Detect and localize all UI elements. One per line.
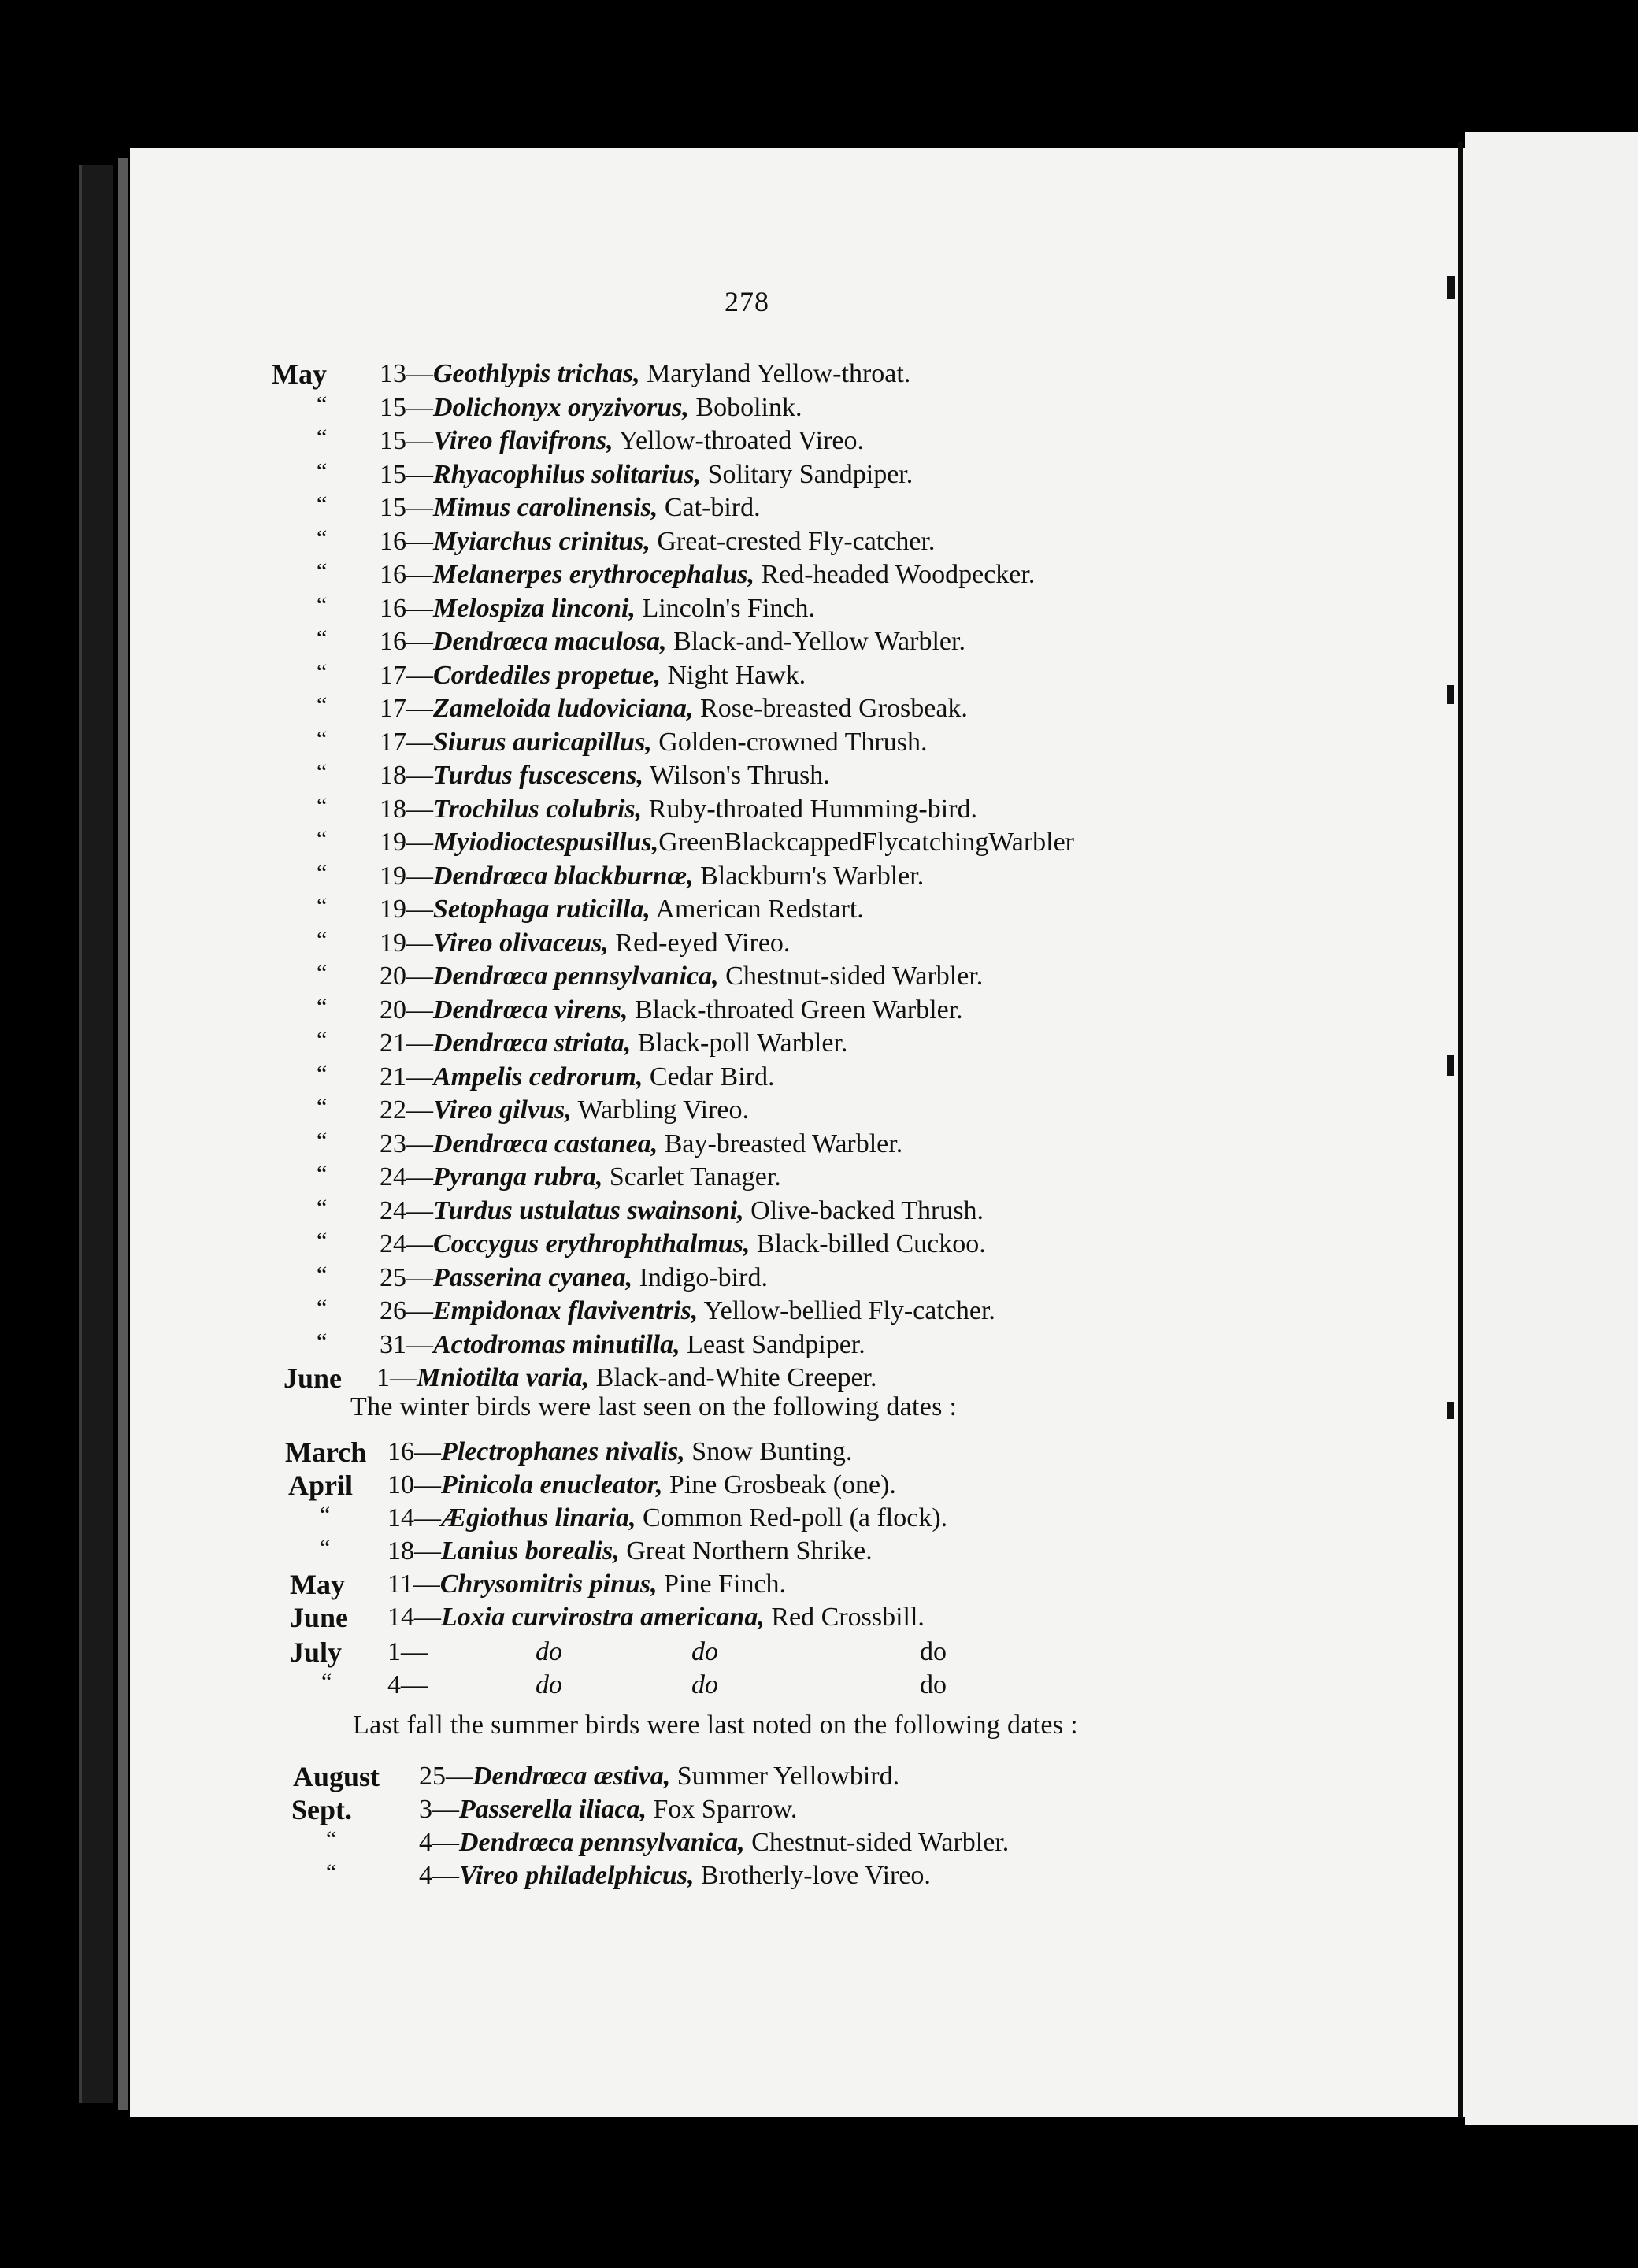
ditto-mark: “ [317,994,328,1020]
entry-text [387,1469,896,1501]
ditto-mark: “ [317,625,328,651]
day-number: 15— [380,393,433,422]
entry-text [380,1195,984,1227]
entry-text [380,626,965,658]
scan-artifact [1447,1402,1454,1419]
common-name: Fox Sparrow. [646,1795,798,1824]
common-name: Rose-breasted Grosbeak. [693,694,968,723]
scientific-name: Cordediles propetue, [433,661,661,690]
ditto-mark: “ [317,726,328,752]
entry-text [419,1761,899,1792]
spring-row [0,1195,1638,1227]
spring-row [0,1362,1638,1394]
fall-row [0,1827,1638,1858]
day-number: 16— [380,627,433,656]
day-number: 23— [380,1129,433,1158]
ditto-mark: “ [317,1094,328,1120]
spring-row [0,392,1638,424]
day-number: 17— [380,661,433,690]
entry-text [387,1602,925,1633]
scientific-name: Dendrœca æstiva, [472,1762,671,1791]
spring-row [0,1095,1638,1126]
ditto-do: do [536,1670,562,1699]
month-label: June [290,1602,349,1633]
scientific-name: Ampelis cedrorum, [433,1062,643,1091]
ditto-mark: “ [317,793,328,819]
scientific-name: Chrysomitris pinus, [439,1569,658,1599]
scientific-name: Pinicola enucleator, [441,1470,663,1499]
month-label: August [293,1761,380,1792]
scientific-name: Empidonax flaviventris, [433,1296,699,1325]
common-name: Bay-breasted Warbler. [658,1129,903,1158]
ditto-row [0,1636,1638,1668]
common-name: Black-throated Green Warbler. [628,995,963,1025]
scientific-name: Passerella iliaca, [459,1795,647,1824]
spring-row [0,1162,1638,1193]
spring-row [0,1062,1638,1093]
entry-text [380,1262,768,1294]
day-number: 15— [380,493,433,522]
common-name: Warbling Vireo. [571,1095,750,1125]
day-number: 10— [387,1470,441,1499]
common-name: Lincoln's Finch. [635,594,815,623]
day-number: 1— [387,1637,428,1666]
month-label: May [272,358,327,390]
scientific-name: Ægiothus linaria, [441,1503,636,1532]
page-number: 278 [724,286,769,317]
entry-text [380,995,963,1026]
month-label: July [290,1636,343,1668]
day-number: 16— [380,560,433,589]
scientific-name: Passerina cyanea, [433,1263,633,1292]
spring-row [0,928,1638,959]
day-number: 24— [380,1162,433,1191]
scan-artifact [1447,276,1455,299]
fall-row [0,1860,1638,1892]
entry-text [380,1062,774,1093]
common-name: Pine Finch. [657,1569,787,1599]
day-number: 16— [380,594,433,623]
spring-row [0,626,1638,658]
common-name: Maryland Yellow-throat. [639,359,911,388]
scientific-name: Mniotilta varia, [417,1363,590,1392]
day-number: 17— [380,694,433,723]
ditto-mark: “ [326,1826,337,1852]
common-name: Wilson's Thrush. [643,761,830,790]
spring-row [0,1128,1638,1160]
entry-text [380,928,790,959]
entry-text [387,1536,873,1567]
scientific-name: Mimus carolinensis, [433,493,658,522]
day-number: 18— [380,795,433,824]
common-name: Snow Bunting. [684,1437,853,1466]
ditto-mark: “ [317,1329,328,1354]
entry-text [380,559,1035,591]
spring-row [0,1295,1638,1327]
common-name: Cedar Bird. [643,1062,775,1091]
day-number: 1— [376,1363,417,1392]
month-label: June [284,1362,343,1394]
common-name: Black-and-Yellow Warbler. [666,627,965,656]
entry-text [376,1362,876,1394]
day-number: 31— [380,1330,433,1359]
spring-row [0,559,1638,591]
common-name: American Redstart. [650,895,864,924]
common-name: Common Red-poll (a flock). [636,1503,948,1532]
winter-row [0,1569,1638,1600]
scientific-name: Myiarchus crinitus, [433,527,650,556]
scientific-name: Trochilus colubris, [433,795,643,824]
winter-row [0,1536,1638,1567]
common-name: Least Sandpiper. [680,1330,865,1359]
common-name: Cat-bird. [658,493,761,522]
day-number: 26— [380,1296,433,1325]
spring-row [0,827,1638,858]
day-number: 15— [380,460,433,489]
spring-row [0,894,1638,925]
scan-artifact [1447,1055,1454,1076]
ditto-mark: “ [320,1502,331,1528]
day-number: 24— [380,1229,433,1258]
day-number: 4— [419,1861,459,1890]
day-number: 16— [387,1437,441,1466]
spring-row [0,1028,1638,1059]
ditto-mark: “ [317,1161,328,1187]
spring-row [0,526,1638,558]
scientific-name: Dendrœca maculosa, [433,627,667,656]
common-name: Red-eyed Vireo. [608,928,791,958]
common-name: Yellow-bellied Fly-catcher. [698,1296,995,1325]
ditto-mark: “ [317,424,328,450]
spring-row [0,660,1638,691]
entry-text [380,1028,847,1059]
entry-text [380,1128,902,1160]
ditto-mark: “ [317,592,328,618]
day-number: 4— [419,1828,459,1857]
common-name: Yellow-throated Vireo. [613,426,864,455]
entry-text [380,693,968,724]
scientific-name: Coccygus erythrophthalmus, [433,1229,750,1258]
ditto-mark: “ [317,927,328,953]
spring-row [0,760,1638,791]
entry-text [380,459,913,491]
ditto-mark: “ [317,1228,328,1254]
spring-row [0,492,1638,524]
scientific-name: Dendrœca pennsylvanica, [433,962,719,991]
day-number: 3— [419,1795,459,1824]
common-name: Brotherly-love Vireo. [694,1861,931,1890]
ditto-mark: “ [321,1669,332,1695]
scientific-name: Siurus auricapillus, [433,728,652,757]
day-number: 18— [387,1536,441,1566]
scientific-name: Lanius borealis, [441,1536,620,1566]
ditto-mark: “ [317,893,328,919]
common-name: Red Crossbill. [764,1603,925,1632]
scientific-name: Vireo olivaceus, [433,928,609,958]
common-name: Black-and-White Creeper. [589,1363,877,1392]
common-name: Blackburn's Warbler. [693,862,925,891]
day-number: 14— [387,1603,441,1632]
spring-row [0,861,1638,892]
day-number: 18— [380,761,433,790]
ditto-mark: “ [317,1195,328,1221]
ditto-mark: “ [317,391,328,417]
entry-text [380,894,864,925]
day-number: 24— [380,1196,433,1225]
ditto-mark: “ [317,659,328,685]
entry-text [380,727,927,758]
day-number: 16— [380,527,433,556]
winter-row [0,1503,1638,1534]
scientific-name: Vireo gilvus, [433,1095,572,1125]
scientific-name: Dendrœca striata, [433,1028,632,1058]
entry-text [380,760,830,791]
common-name: Red-headed Woodpecker. [754,560,1036,589]
winter-row [0,1602,1638,1633]
common-name: Chestnut-sided Warbler. [718,962,984,991]
entry-text [380,827,1074,858]
scientific-name: Setophaga ruticilla, [433,895,650,924]
entry-text [380,961,983,992]
scan-artifact [1447,685,1454,704]
scientific-name: Plectrophanes nivalis, [441,1437,685,1466]
common-name: Bobolink. [688,393,802,422]
day-number: 17— [380,728,433,757]
spring-row [0,1228,1638,1260]
entry-text [380,1228,986,1260]
common-name: Chestnut-sided Warbler. [744,1828,1010,1857]
day-number: 19— [380,895,433,924]
ditto-mark: “ [317,1295,328,1321]
spring-row [0,727,1638,758]
entry-text [380,392,802,424]
day-number: 20— [380,995,433,1025]
scientific-name: Actodromas minutilla, [433,1330,680,1359]
entry-text [380,492,761,524]
scientific-name: Vireo flavifrons, [433,426,613,455]
spring-row [0,593,1638,624]
spring-row [0,1262,1638,1294]
scientific-name: Loxia curvirostra americana, [441,1603,765,1632]
common-name: Great Northern Shrike. [619,1536,873,1566]
entry-text [380,861,924,892]
ditto-do: do [691,1637,718,1666]
common-name: Ruby-throated Humming-bird. [642,795,978,824]
scientific-name: Zameloida ludoviciana, [433,694,694,723]
ditto-mark: “ [317,860,328,886]
ditto-mark: “ [317,960,328,986]
common-name: Black-poll Warbler. [631,1028,848,1058]
ditto-mark: “ [317,525,328,551]
day-number: 21— [380,1028,433,1058]
day-number: 11— [387,1569,440,1599]
entry-text [419,1827,1009,1858]
ditto-mark: “ [317,1027,328,1053]
ditto-mark: “ [317,1128,328,1154]
entry-text [387,1569,786,1600]
scientific-name: Turdus fuscescens, [433,761,643,790]
spring-row [0,961,1638,992]
scientific-name: Dendrœca castanea, [433,1129,658,1158]
entry-text [387,1436,852,1468]
ditto-mark: “ [317,1262,328,1288]
common-name: Scarlet Tanager. [602,1162,781,1191]
ditto-do: do [691,1670,718,1699]
month-label: Sept. [291,1794,353,1825]
ditto-mark: “ [326,1859,337,1885]
scientific-name: Melanerpes erythrocephalus, [433,560,754,589]
common-name: Pine Grosbeak (one). [662,1470,896,1499]
entry-text [380,794,977,825]
entry-text [380,660,806,691]
ditto-row [0,1670,1638,1701]
scientific-name: Pyranga rubra, [433,1162,603,1191]
ditto-mark: “ [317,491,328,517]
winter-intro: The winter birds were last seen on the following dates : [350,1392,958,1421]
scientific-name: Myiodioctespusillus, [433,828,659,857]
ditto-mark: “ [317,692,328,718]
spring-row [0,459,1638,491]
day-number: 15— [380,426,433,455]
fall-row [0,1794,1638,1825]
common-name: GreenBlackcappedFlycatchingWarbler [658,828,1074,857]
spring-row [0,1329,1638,1361]
scientific-name: Dendrœca virens, [433,995,628,1025]
ditto-mark: “ [317,1061,328,1087]
spring-row [0,693,1638,724]
day-number: 13— [380,359,433,388]
day-number: 22— [380,1095,433,1125]
day-number: 20— [380,962,433,991]
entry-text [380,1329,865,1361]
day-number: 25— [419,1762,472,1791]
entry-text [419,1794,797,1825]
fall-intro: Last fall the summer birds were last noted on the following dates : [353,1710,1078,1740]
ditto-mark: “ [317,826,328,852]
month-label: May [290,1569,345,1600]
common-name: Olive-backed Thrush. [743,1196,984,1225]
day-number: 4— [387,1670,428,1699]
entry-text [380,1095,749,1126]
common-name: Black-billed Cuckoo. [750,1229,986,1258]
winter-row [0,1436,1638,1468]
entry-text [380,358,910,390]
spring-row [0,358,1638,390]
ditto-mark: “ [317,759,328,785]
entry-text [380,425,864,457]
day-number: 19— [380,928,433,958]
entry-text [387,1503,947,1534]
common-name: Great-crested Fly-catcher. [650,527,936,556]
entry-text [380,526,935,558]
entry-text [380,593,815,624]
month-label: March [285,1436,367,1468]
fall-row [0,1761,1638,1792]
spring-row [0,794,1638,825]
ditto-do: do [920,1637,947,1666]
scientific-name: Rhyacophilus solitarius, [433,460,702,489]
common-name: Night Hawk. [660,661,806,690]
scientific-name: Dendrœca blackburnæ, [433,862,694,891]
ditto-do: do [536,1637,562,1666]
spring-row [0,425,1638,457]
winter-row [0,1469,1638,1501]
day-number: 21— [380,1062,433,1091]
common-name: Golden-crowned Thrush. [651,728,928,757]
day-number: 14— [387,1503,441,1532]
ditto-mark: “ [317,558,328,584]
ditto-mark: “ [320,1535,331,1561]
entry-text [419,1860,931,1892]
ditto-mark: “ [317,458,328,484]
scientific-name: Melospiza linconi, [433,594,636,623]
day-number: 19— [380,862,433,891]
day-number: 19— [380,828,433,857]
scientific-name: Geothlypis trichas, [433,359,640,388]
ditto-do: do [920,1670,947,1699]
entry-text [380,1295,995,1327]
day-number: 25— [380,1263,433,1292]
common-name: Summer Yellowbird. [670,1762,900,1791]
spring-row [0,995,1638,1026]
scientific-name: Dendrœca pennsylvanica, [459,1828,745,1857]
scientific-name: Dolichonyx oryzivorus, [433,393,689,422]
entry-text [380,1162,781,1193]
scientific-name: Vireo philadelphicus, [459,1861,695,1890]
common-name: Solitary Sandpiper. [701,460,914,489]
month-label: April [288,1469,354,1501]
scientific-name: Turdus ustulatus swainsoni, [433,1196,744,1225]
common-name: Indigo-bird. [632,1263,768,1292]
